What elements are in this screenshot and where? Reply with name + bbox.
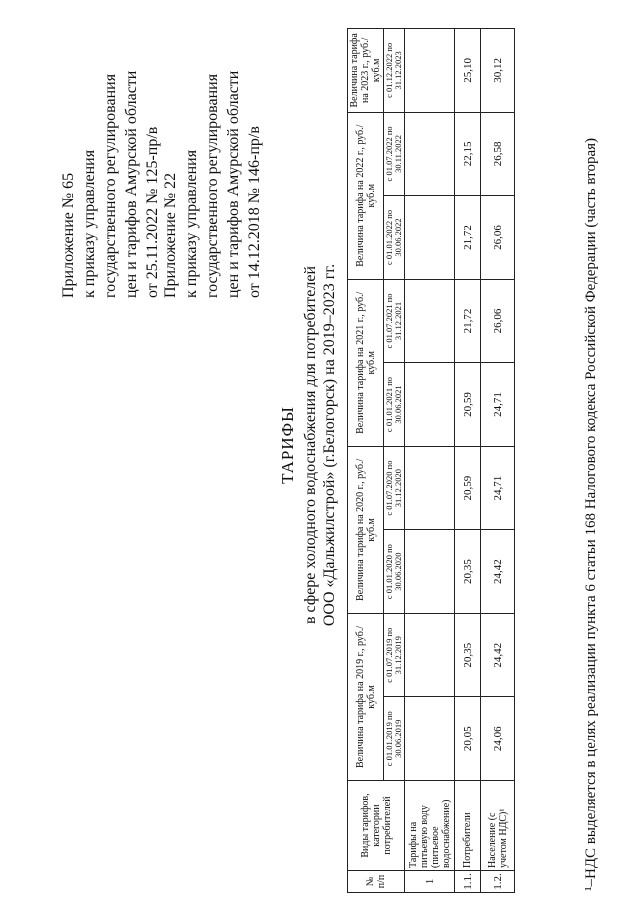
- tariff-value: 24,42: [481, 613, 515, 697]
- tariff-value: 26,06: [481, 279, 515, 363]
- appendix-line: цен и тарифов Амурской области: [225, 70, 242, 298]
- header-year-2020: Величина тарифа на 2020 г., руб./куб.м: [348, 446, 384, 613]
- row-number: 1.1.: [455, 871, 481, 893]
- tariff-value: 20,35: [455, 530, 481, 614]
- document-subtitle-line: в сфере холодного водоснабжения для потребителей: [302, 265, 319, 625]
- appendix-block: [160, 71, 265, 298]
- tariff-value: 20,05: [455, 697, 481, 781]
- row-name: Потребители: [455, 781, 481, 871]
- tariff-value: 21,72: [455, 279, 481, 363]
- tariff-value: 21,72: [455, 196, 481, 280]
- header-period: с 01.01.2020 по 30.06.2020: [384, 530, 405, 614]
- tariff-value: 24,71: [481, 363, 515, 447]
- header-period: с 01.07.2019 по 31.12.2019: [384, 613, 405, 697]
- table-section-row: [405, 29, 455, 893]
- header-year-2021: Величина тарифа на 2021 г., руб./куб.м: [348, 279, 384, 446]
- section-name: Тарифы на питьевую воду (питьевое водоснабжение): [405, 781, 455, 871]
- table-row: [455, 29, 481, 893]
- header-period: с 01.07.2020 по 31.12.2020: [384, 446, 405, 530]
- appendix-block: [58, 71, 163, 298]
- tariff-value: 24,42: [481, 530, 515, 614]
- tariff-value: 20,35: [455, 613, 481, 697]
- row-name: Население (с учетом НДС)¹: [481, 781, 515, 871]
- appendix-line: государственного регулирования: [102, 73, 119, 298]
- header-period: с 01.01.2022 по 30.06.2022: [384, 196, 405, 280]
- appendix-line: от 25.11.2022 № 125-пр/в: [144, 126, 161, 298]
- tariff-value: 22,15: [455, 112, 481, 196]
- appendix-line: цен и тарифов Амурской области: [123, 70, 140, 298]
- appendix-line: от 14.12.2018 № 146-пр/в: [246, 126, 263, 298]
- appendix-line: государственного регулирования: [204, 73, 221, 298]
- tariff-value: 20,59: [455, 446, 481, 530]
- header-year-2023: Величина тарифа на 2023 г., руб./куб.м: [348, 29, 384, 113]
- tariff-value: 20,59: [455, 363, 481, 447]
- appendix-line: Приложение № 22: [162, 172, 179, 298]
- tariff-value: 24,06: [481, 697, 515, 781]
- document-title-block: [278, 145, 339, 745]
- appendix-line: к приказу управления: [183, 149, 200, 298]
- header-period: с 01.07.2021 по 31.12.2021: [384, 279, 405, 363]
- appendix-line: Приложение № 65: [60, 172, 77, 298]
- document-title: ТАРИФЫ: [278, 406, 297, 484]
- table-period-row: [384, 29, 405, 893]
- footnote: ¹–НДС выделяется в целях реализации пункта 6 статьи 168 Налогового кодекса Российской Федерации (часть вторая): [583, 137, 599, 891]
- header-period: с 01.01.2019 по 30.06.2019: [384, 697, 405, 781]
- row-number: 1.2.: [481, 871, 515, 893]
- tariff-value: 26,58: [481, 112, 515, 196]
- tariff-table: [347, 28, 515, 893]
- tariff-value: 30,12: [481, 29, 515, 113]
- table-header-row: [348, 29, 384, 893]
- header-number: № п/п: [348, 871, 405, 893]
- document-subtitle-line: ООО «Дальжилстрой» (г.Белогорск) на 2019–2023 гг.: [321, 263, 338, 627]
- header-period: с 01.07.2022 по 30.11.2022: [384, 112, 405, 196]
- table-row: [481, 29, 515, 893]
- header-year-2019: Величина тарифа на 2019 г., руб./куб.м: [348, 613, 384, 780]
- tariff-value: 26,06: [481, 196, 515, 280]
- header-year-2022: Величина тарифа на 2022 г., руб./куб.м: [348, 112, 384, 279]
- header-tariff-type: Виды тарифов, категории потребителей: [348, 781, 405, 871]
- header-period: с 01.01.2021 по 30.06.2021: [384, 363, 405, 447]
- appendix-line: к приказу управления: [81, 149, 98, 298]
- tariff-value: 24,71: [481, 446, 515, 530]
- tariff-value: 25,10: [455, 29, 481, 113]
- section-number: 1: [405, 871, 455, 893]
- header-period: с 01.12.2022 по 31.12.2023: [384, 29, 405, 113]
